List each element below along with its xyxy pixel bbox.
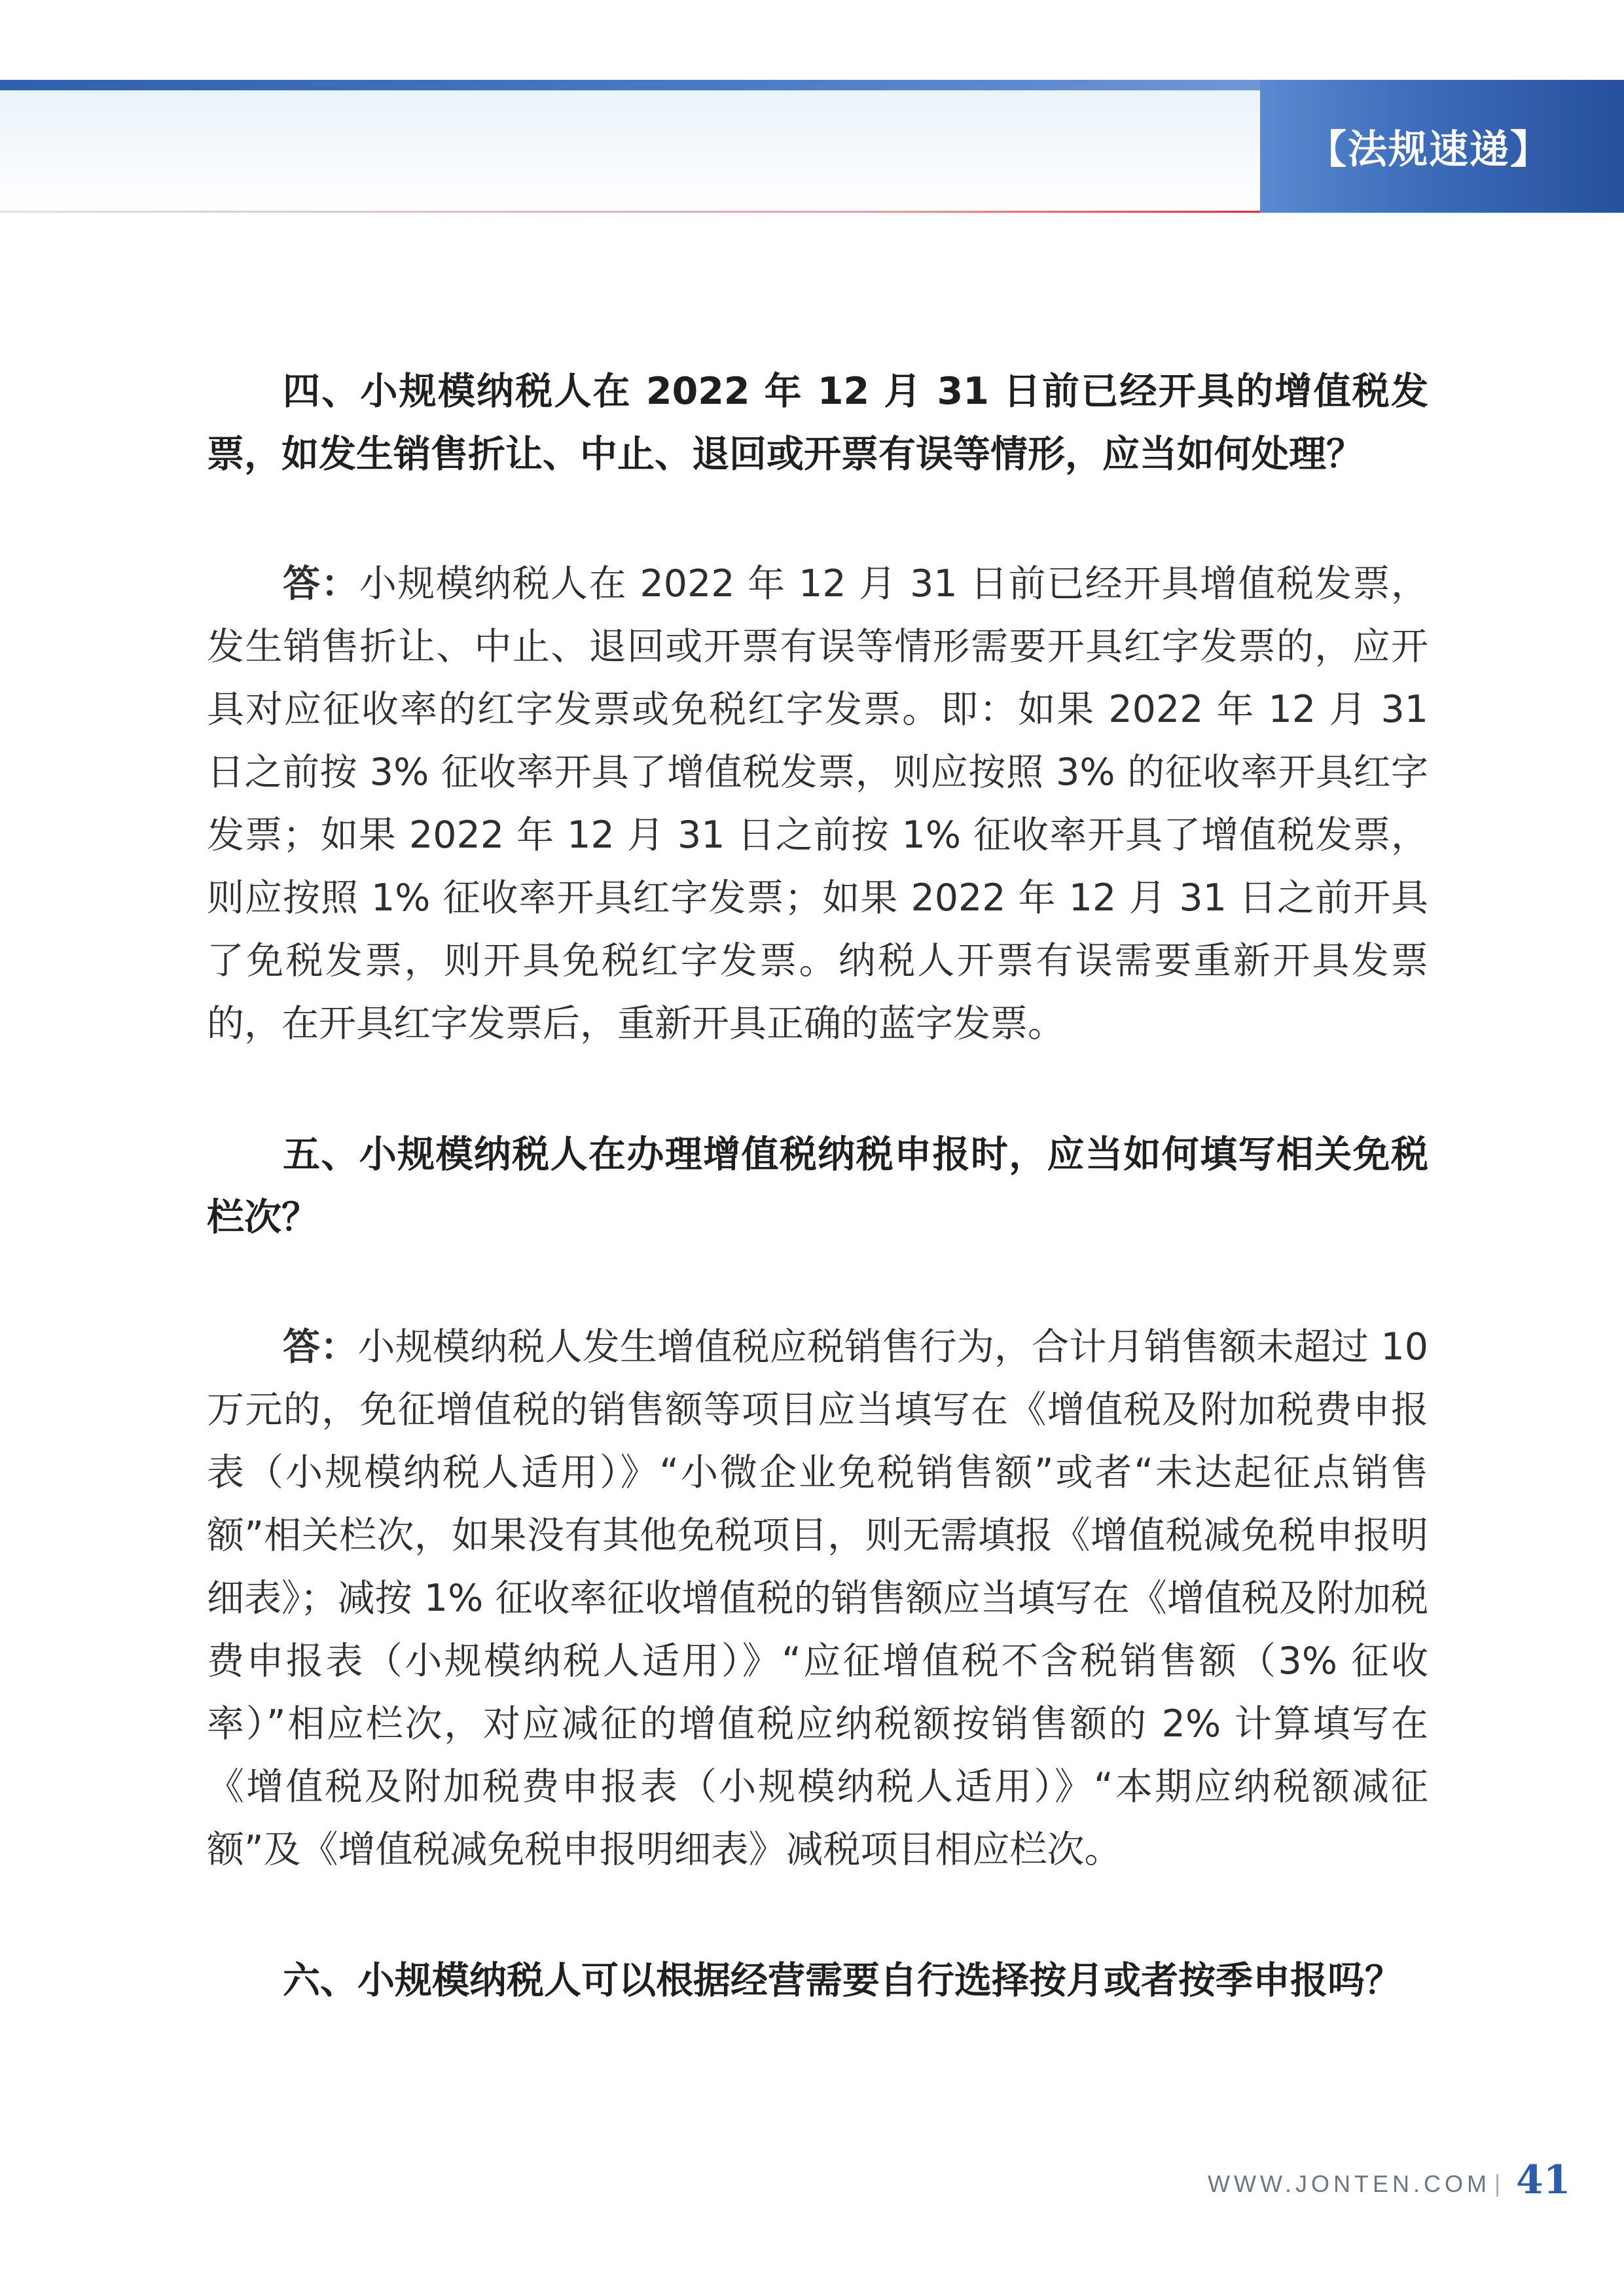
question-4: 四、小规模纳税人在 2022 年 12 月 31 日前已经开具的增值税发票，如发生销售折让、中止、退回或开票有误等情形，应当如何处理？ [207, 370, 1428, 476]
header-top-line [0, 80, 1260, 90]
answer-text: 小规模纳税人发生增值税应税销售行为，合计月销售额未超过 10 万元的，免征增值税的销售额等项目应当填写在《增值税及附加税费申报表（小规模纳税人适用）》“小微企业免税销售额”或者“未达起征点销售额”相关栏次，如果没有其他免税项目，则无需填报《增值税减免税申报明细表》；减按 1% 征收率征收增值税的销售额应当填写在《增值税及附加税费申报表（小规模纳税人适用）》“应征增值税不含税销售额（3% 征收率）”相应栏次，对应减征的增值税应纳税额按销售额的 2% 计算填写在《增值税及附加税费申报表（小规模纳税人适用）》“本期应纳税额减征额”及《增值税减免税申报明细表》减税项目相应栏次。 [207, 1325, 1429, 1871]
footer-separator [1496, 2174, 1498, 2197]
header-band [0, 80, 1260, 211]
header-divider-line [0, 211, 1260, 213]
answer-text: 小规模纳税人在 2022 年 12 月 31 日前已经开具增值税发票，发生销售折让、中止、退回或开票有误等情形需要开具红字发票的，应开具对应征收率的红字发票或免税红字发票。即：如果 2022 年 12 月 31 日之前按 3% 征收率开具了增值税发票，则应按照 3% 的征收率开具红字发票；如果 2022 年 12 月 31 日之前按 1% 征收率开具了增值税发票，则应按照 1% 征收率开具红字发票；如果 2022 年 12 月 31 日之前开具了免税发票，则开具免税红字发票。纳税人开票有误需要重新开具发票的，在开具红字发票后，重新开具正确的蓝字发票。 [207, 562, 1428, 1045]
answer-4 [207, 552, 1428, 1055]
question-6: 六、小规模纳税人可以根据经营需要自行选择按月或者按季申报吗？ [283, 1959, 1402, 2002]
answer-5 [207, 1316, 1428, 1881]
answer-lead: 答： [283, 1325, 358, 1369]
answer-lead: 答： [283, 562, 359, 605]
section-tag [1260, 80, 1624, 213]
footer-website: WWW.JONTEN.COM [1208, 2170, 1490, 2197]
question-5: 五、小规模纳税人在办理增值税纳税申报时，应当如何填写相关免税栏次？ [207, 1133, 1428, 1239]
article-body [207, 360, 1428, 2012]
page-number: 41 [1516, 2157, 1571, 2203]
section-tag-label: 【法规速递】 [1307, 126, 1551, 173]
